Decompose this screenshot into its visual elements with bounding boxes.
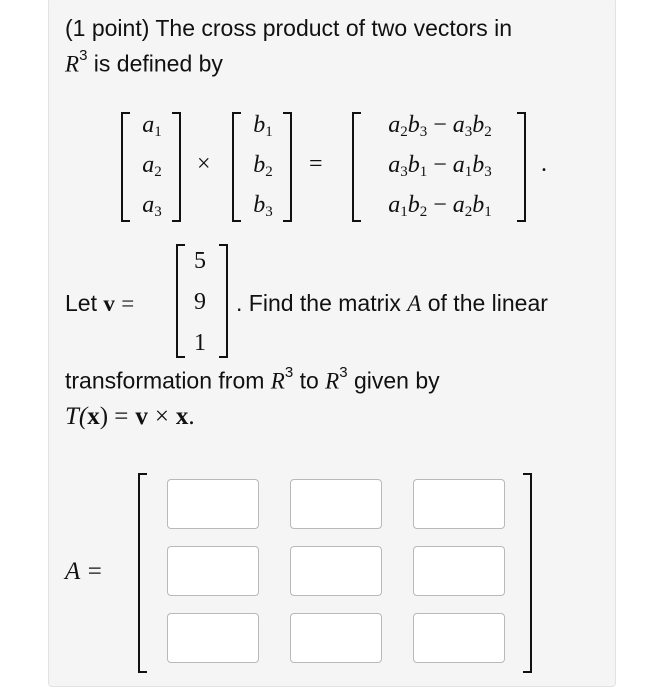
vec-v-entry-1: 5 — [194, 248, 206, 274]
a-symbol: A — [407, 291, 422, 316]
problem-intro-line-2 — [65, 47, 223, 78]
intro-text: The cross product of two vectors in — [155, 15, 513, 41]
vec-v-entry-2: 9 — [194, 289, 206, 315]
definition-period: . — [541, 151, 547, 177]
of-linear-text: of the linear — [427, 290, 548, 316]
r-symbol-from: R — [270, 368, 285, 394]
vec-b-right-bracket — [283, 112, 292, 222]
v-symbol-formula: v — [135, 403, 148, 430]
let-text: Let — [65, 290, 97, 316]
r-symbol: R — [65, 51, 80, 77]
matrix-input-r3c3[interactable] — [413, 613, 505, 663]
vec-b-entry-2: $b_2$ — [253, 152, 273, 180]
matrix-input-r3c2[interactable] — [290, 613, 382, 663]
formula-period: . — [188, 403, 195, 430]
vec-a-entry-2: $a_2$ — [142, 152, 162, 180]
matrix-right-bracket — [523, 473, 532, 673]
matrix-input-r2c2[interactable] — [290, 546, 382, 596]
r-from-exponent: 3 — [284, 364, 294, 381]
result-entry-2: $a_3b_1 - a_1b_3$ — [388, 152, 492, 180]
cross-operator: × — [197, 151, 211, 177]
find-text: . Find the matrix — [236, 290, 401, 316]
given-by-text: given by — [353, 367, 440, 394]
matrix-input-r2c3[interactable] — [413, 546, 505, 596]
result-left-bracket — [352, 112, 361, 222]
vec-b-entry-1: $b_1$ — [253, 112, 273, 140]
matrix-input-r1c3[interactable] — [413, 479, 505, 529]
r-to-exponent: 3 — [339, 364, 348, 381]
v-equals: = — [121, 291, 135, 316]
let-v-label — [65, 290, 134, 317]
vec-v-entry-3: 1 — [194, 330, 206, 356]
matrix-input-r3c1[interactable] — [167, 613, 259, 663]
cross-sign-formula: × — [154, 403, 169, 430]
vec-a-entry-3: $a_3$ — [142, 192, 162, 220]
x-symbol: x — [87, 403, 100, 430]
vec-b-entry-3: $b_3$ — [253, 192, 273, 220]
t-close-eq: ) = — [99, 403, 129, 430]
find-matrix-text — [236, 290, 548, 317]
defined-by-text: is defined by — [93, 50, 223, 77]
vec-a-left-bracket — [121, 112, 130, 222]
transformation-from-text: transformation from — [65, 367, 265, 394]
r-symbol-to: R — [325, 368, 340, 394]
vec-a-right-bracket — [172, 112, 181, 222]
vec-a-entry-1: $a_1$ — [142, 112, 162, 140]
to-text: to — [299, 367, 319, 394]
v-symbol: v — [103, 291, 115, 316]
vec-v-right-bracket — [219, 244, 228, 358]
points-label: (1 point) — [65, 15, 150, 41]
vec-b-left-bracket — [232, 112, 241, 222]
t-open: T( — [65, 403, 88, 430]
result-entry-3: $a_1b_2 - a_2b_1$ — [388, 192, 492, 220]
matrix-a-label: A = — [65, 558, 103, 585]
matrix-input-r1c2[interactable] — [290, 479, 382, 529]
matrix-left-bracket — [138, 473, 147, 673]
result-entry-1: $a_2b_3 - a_3b_2$ — [388, 112, 492, 140]
matrix-input-r1c1[interactable] — [167, 479, 259, 529]
transformation-formula — [65, 402, 195, 431]
problem-intro-line — [65, 15, 512, 42]
equals-operator: = — [309, 151, 323, 177]
matrix-input-r2c1[interactable] — [167, 546, 259, 596]
transformation-line — [65, 364, 440, 395]
vec-v-left-bracket — [176, 244, 185, 358]
r-exponent: 3 — [79, 47, 88, 64]
result-right-bracket — [517, 112, 526, 222]
x-symbol-formula: x — [175, 403, 189, 430]
